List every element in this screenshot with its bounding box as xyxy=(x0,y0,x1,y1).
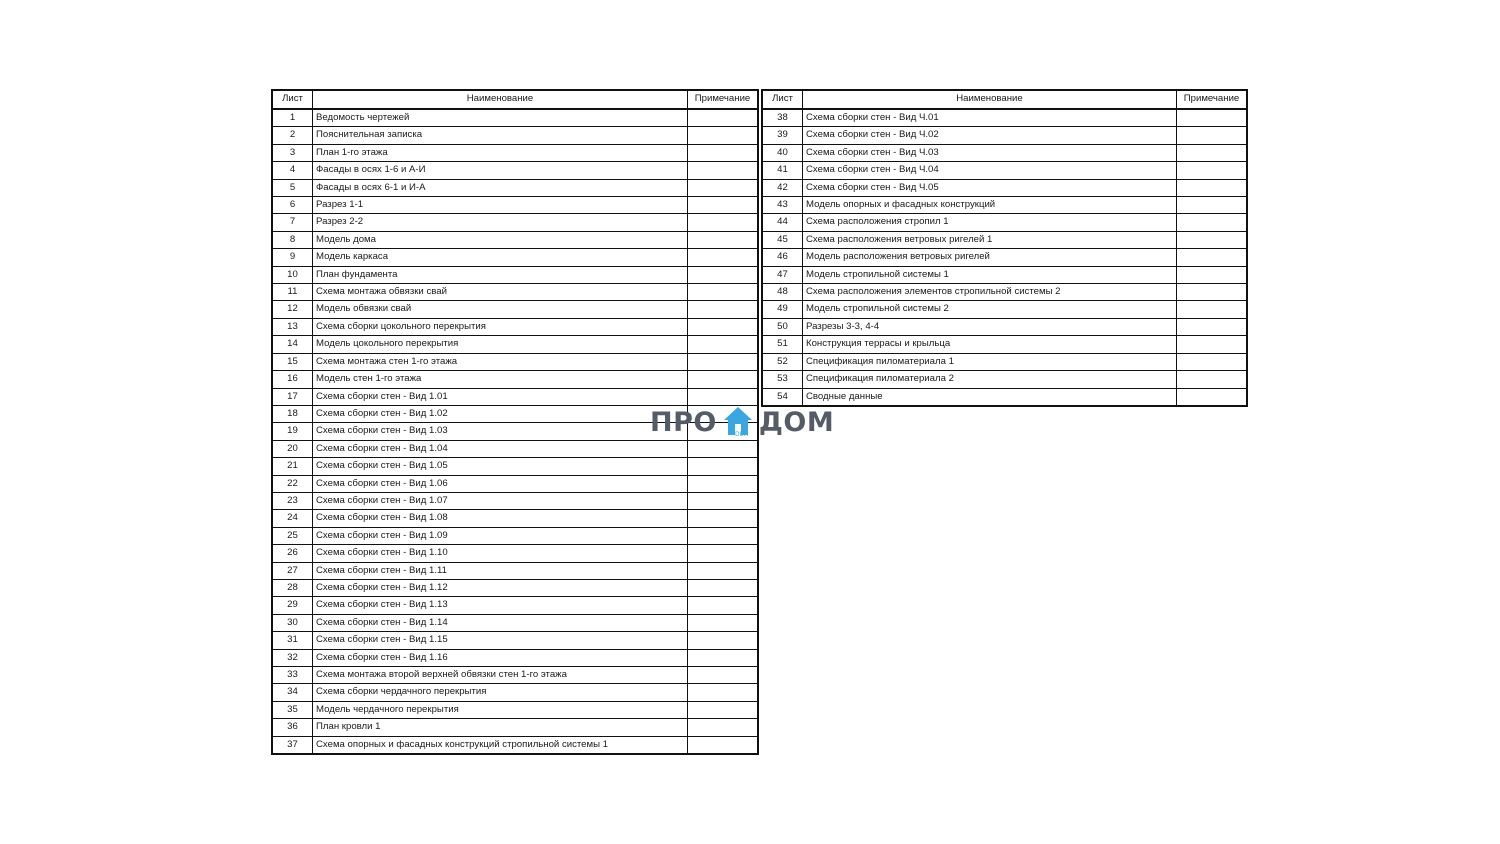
sheet-name: Схема сборки стен - Вид 1.09 xyxy=(313,527,688,544)
sheet-note xyxy=(688,475,758,492)
table-row xyxy=(273,266,758,283)
sheet-name: Схема сборки чердачного перекрытия xyxy=(313,684,688,701)
table-row xyxy=(763,144,1247,161)
header-note: Примечание xyxy=(1177,91,1247,110)
sheet-note xyxy=(688,162,758,179)
table-row xyxy=(763,214,1247,231)
sheet-note xyxy=(688,371,758,388)
sheet-name: Схема монтажа стен 1-го этажа xyxy=(313,353,688,370)
table-row xyxy=(273,458,758,475)
table-row xyxy=(763,179,1247,196)
sheet-name: План 1-го этажа xyxy=(313,144,688,161)
table-row xyxy=(763,231,1247,248)
sheet-number: 18 xyxy=(273,405,313,422)
watermark-logo xyxy=(650,403,850,441)
sheet-name: Схема расположения элементов стропильной системы 2 xyxy=(803,284,1177,301)
sheet-name: Схема сборки стен - Вид 1.01 xyxy=(313,388,688,405)
sheet-number: 23 xyxy=(273,492,313,509)
sheet-number: 35 xyxy=(273,701,313,718)
sheet-note xyxy=(688,597,758,614)
sheet-name: Схема сборки стен - Вид Ч.03 xyxy=(803,144,1177,161)
sheet-note xyxy=(688,144,758,161)
sheet-note xyxy=(688,231,758,248)
sheet-note xyxy=(688,649,758,666)
table-row xyxy=(273,597,758,614)
sheet-note xyxy=(688,701,758,718)
header-name: Наименование xyxy=(803,91,1177,110)
sheet-number: 47 xyxy=(763,266,803,283)
sheet-number: 7 xyxy=(273,214,313,231)
sheet-number: 25 xyxy=(273,527,313,544)
sheet-name: Спецификация пиломатериала 1 xyxy=(803,353,1177,370)
table-row xyxy=(273,492,758,509)
sheet-note xyxy=(688,109,758,127)
sheet-name: Схема сборки стен - Вид Ч.05 xyxy=(803,179,1177,196)
sheet-note xyxy=(1177,388,1247,405)
sheet-note xyxy=(1177,301,1247,318)
drawings-list-right xyxy=(761,89,1248,407)
sheet-name: Схема сборки стен - Вид 1.05 xyxy=(313,458,688,475)
table-row xyxy=(273,284,758,301)
table-row xyxy=(273,336,758,353)
sheet-note xyxy=(1177,127,1247,144)
sheet-note xyxy=(1177,318,1247,335)
sheet-number: 3 xyxy=(273,144,313,161)
table-row xyxy=(763,336,1247,353)
sheet-number: 1 xyxy=(273,109,313,127)
drawings-table-right xyxy=(762,90,1247,406)
header-name: Наименование xyxy=(313,91,688,110)
sheet-name: Схема сборки стен - Вид 1.12 xyxy=(313,579,688,596)
sheet-note xyxy=(1177,179,1247,196)
table-row xyxy=(763,284,1247,301)
sheet-number: 46 xyxy=(763,249,803,266)
sheet-name: Схема сборки стен - Вид 1.16 xyxy=(313,649,688,666)
sheet-name: Схема опорных и фасадных конструкций стропильной системы 1 xyxy=(313,736,688,753)
sheet-name: Схема сборки стен - Вид 1.10 xyxy=(313,545,688,562)
sheet-number: 44 xyxy=(763,214,803,231)
sheet-name: Схема сборки стен - Вид 1.15 xyxy=(313,632,688,649)
sheet-number: 19 xyxy=(273,423,313,440)
sheet-note xyxy=(1177,266,1247,283)
table-row xyxy=(273,562,758,579)
table-row xyxy=(273,649,758,666)
sheet-name: Модель каркаса xyxy=(313,249,688,266)
table-row xyxy=(273,440,758,457)
sheet-number: 6 xyxy=(273,197,313,214)
table-row xyxy=(273,318,758,335)
sheet-number: 45 xyxy=(763,231,803,248)
sheet-note xyxy=(688,736,758,753)
sheet-note xyxy=(1177,336,1247,353)
table-row xyxy=(273,301,758,318)
sheet-note xyxy=(1177,249,1247,266)
sheet-name: Схема сборки цокольного перекрытия xyxy=(313,318,688,335)
sheet-name: Схема расположения стропил 1 xyxy=(803,214,1177,231)
sheet-note xyxy=(688,127,758,144)
table-row xyxy=(273,527,758,544)
sheet-number: 27 xyxy=(273,562,313,579)
sheet-name: Схема сборки стен - Вид 1.03 xyxy=(313,423,688,440)
sheet-name: Схема сборки стен - Вид Ч.04 xyxy=(803,162,1177,179)
sheet-number: 32 xyxy=(273,649,313,666)
sheet-note xyxy=(688,510,758,527)
sheet-name: Схема сборки стен - Вид 1.14 xyxy=(313,614,688,631)
sheet-note xyxy=(688,440,758,457)
sheet-number: 12 xyxy=(273,301,313,318)
sheet-number: 24 xyxy=(273,510,313,527)
sheet-number: 21 xyxy=(273,458,313,475)
sheet-name: Разрез 1-1 xyxy=(313,197,688,214)
sheet-name: Модель стропильной системы 2 xyxy=(803,301,1177,318)
table-row xyxy=(273,545,758,562)
watermark-subtext: DEM xyxy=(735,431,749,438)
sheet-name: Фасады в осях 1-6 и А-И xyxy=(313,162,688,179)
sheet-number: 30 xyxy=(273,614,313,631)
table-row xyxy=(273,667,758,684)
sheet-number: 8 xyxy=(273,231,313,248)
table-row xyxy=(273,109,758,127)
sheet-name: Модель дома xyxy=(313,231,688,248)
table-row xyxy=(273,719,758,736)
sheet-number: 41 xyxy=(763,162,803,179)
sheet-number: 15 xyxy=(273,353,313,370)
table-row xyxy=(273,179,758,196)
header-sheet: Лист xyxy=(273,91,313,110)
sheet-note xyxy=(688,266,758,283)
table-row xyxy=(763,197,1247,214)
table-row xyxy=(273,353,758,370)
table-row xyxy=(763,266,1247,283)
table-row xyxy=(273,231,758,248)
sheet-name: Спецификация пиломатериала 2 xyxy=(803,371,1177,388)
sheet-number: 34 xyxy=(273,684,313,701)
sheet-name: Схема сборки стен - Вид 1.04 xyxy=(313,440,688,457)
sheet-note xyxy=(688,179,758,196)
sheet-name: Схема сборки стен - Вид Ч.02 xyxy=(803,127,1177,144)
sheet-note xyxy=(1177,284,1247,301)
sheet-number: 33 xyxy=(273,667,313,684)
sheet-note xyxy=(688,336,758,353)
sheet-name: План кровли 1 xyxy=(313,719,688,736)
table-row xyxy=(763,353,1247,370)
sheet-note xyxy=(688,527,758,544)
table-row xyxy=(273,632,758,649)
sheet-number: 28 xyxy=(273,579,313,596)
sheet-note xyxy=(688,719,758,736)
sheet-name: Схема сборки стен - Вид 1.06 xyxy=(313,475,688,492)
sheet-note xyxy=(688,353,758,370)
sheet-name: Модель обвязки свай xyxy=(313,301,688,318)
sheet-name: Схема сборки стен - Вид 1.02 xyxy=(313,405,688,422)
table-row xyxy=(763,127,1247,144)
sheet-note xyxy=(688,545,758,562)
sheet-name: Модель стен 1-го этажа xyxy=(313,371,688,388)
table-row xyxy=(273,214,758,231)
sheet-number: 29 xyxy=(273,597,313,614)
table-row xyxy=(273,197,758,214)
sheet-note xyxy=(1177,214,1247,231)
sheet-name: Схема монтажа второй верхней обвязки стен 1-го этажа xyxy=(313,667,688,684)
sheet-number: 39 xyxy=(763,127,803,144)
sheet-number: 16 xyxy=(273,371,313,388)
table-body-right xyxy=(763,109,1247,405)
table-row xyxy=(273,127,758,144)
sheet-name: Схема сборки стен - Вид 1.08 xyxy=(313,510,688,527)
table-row xyxy=(763,162,1247,179)
table-row xyxy=(273,510,758,527)
sheet-name: План фундамента xyxy=(313,266,688,283)
sheet-number: 49 xyxy=(763,301,803,318)
sheet-number: 20 xyxy=(273,440,313,457)
sheet-number: 5 xyxy=(273,179,313,196)
sheet-number: 38 xyxy=(763,109,803,127)
sheet-note xyxy=(1177,231,1247,248)
sheet-number: 2 xyxy=(273,127,313,144)
sheet-number: 54 xyxy=(763,388,803,405)
sheet-name: Разрез 2-2 xyxy=(313,214,688,231)
watermark-text-right: ДОМ xyxy=(758,406,835,438)
table-row xyxy=(273,371,758,388)
sheet-number: 48 xyxy=(763,284,803,301)
table-row xyxy=(273,249,758,266)
table-header-row xyxy=(763,91,1247,110)
sheet-number: 11 xyxy=(273,284,313,301)
table-row xyxy=(763,301,1247,318)
sheet-name: Сводные данные xyxy=(803,388,1177,405)
table-row xyxy=(273,162,758,179)
sheet-number: 50 xyxy=(763,318,803,335)
sheet-note xyxy=(1177,197,1247,214)
table-row xyxy=(763,109,1247,127)
sheet-name: Модель опорных и фасадных конструкций xyxy=(803,197,1177,214)
sheet-name: Схема сборки стен - Вид Ч.01 xyxy=(803,109,1177,127)
sheet-name: Конструкция террасы и крыльца xyxy=(803,336,1177,353)
table-row xyxy=(763,318,1247,335)
sheet-note xyxy=(1177,109,1247,127)
sheet-number: 17 xyxy=(273,388,313,405)
table-row xyxy=(273,475,758,492)
sheet-name: Модель цокольного перекрытия xyxy=(313,336,688,353)
sheet-note xyxy=(688,684,758,701)
sheet-number: 53 xyxy=(763,371,803,388)
sheet-note xyxy=(688,318,758,335)
sheet-number: 4 xyxy=(273,162,313,179)
table-row xyxy=(763,371,1247,388)
sheet-number: 52 xyxy=(763,353,803,370)
sheet-note xyxy=(688,667,758,684)
sheet-note xyxy=(688,249,758,266)
sheet-name: Модель расположения ветровых ригелей xyxy=(803,249,1177,266)
sheet-name: Разрезы 3-3, 4-4 xyxy=(803,318,1177,335)
sheet-note xyxy=(1177,371,1247,388)
sheet-number: 10 xyxy=(273,266,313,283)
sheet-name: Схема монтажа обвязки свай xyxy=(313,284,688,301)
sheet-name: Пояснительная записка xyxy=(313,127,688,144)
sheet-note xyxy=(688,562,758,579)
sheet-name: Модель чердачного перекрытия xyxy=(313,701,688,718)
sheet-number: 36 xyxy=(273,719,313,736)
sheet-name: Схема сборки стен - Вид 1.11 xyxy=(313,562,688,579)
table-row xyxy=(273,701,758,718)
table-row xyxy=(273,144,758,161)
sheet-number: 37 xyxy=(273,736,313,753)
table-row xyxy=(273,684,758,701)
sheet-name: Фасады в осях 6-1 и И-А xyxy=(313,179,688,196)
sheet-number: 14 xyxy=(273,336,313,353)
sheet-number: 43 xyxy=(763,197,803,214)
table-header-row xyxy=(273,91,758,110)
sheet-name: Ведомость чертежей xyxy=(313,109,688,127)
sheet-number: 22 xyxy=(273,475,313,492)
sheet-note xyxy=(688,214,758,231)
sheet-note xyxy=(688,632,758,649)
sheet-number: 42 xyxy=(763,179,803,196)
sheet-name: Схема расположения ветровых ригелей 1 xyxy=(803,231,1177,248)
sheet-note xyxy=(688,579,758,596)
sheet-note xyxy=(688,197,758,214)
sheet-note xyxy=(1177,353,1247,370)
table-row xyxy=(273,736,758,753)
table-row xyxy=(273,614,758,631)
watermark-text-left: ПРО xyxy=(650,406,717,438)
header-note: Примечание xyxy=(688,91,758,110)
sheet-number: 26 xyxy=(273,545,313,562)
sheet-note xyxy=(688,284,758,301)
table-row xyxy=(273,579,758,596)
sheet-number: 51 xyxy=(763,336,803,353)
table-row xyxy=(763,249,1247,266)
sheet-note xyxy=(688,301,758,318)
sheet-number: 9 xyxy=(273,249,313,266)
sheet-number: 31 xyxy=(273,632,313,649)
sheet-note xyxy=(1177,144,1247,161)
sheet-name: Схема сборки стен - Вид 1.13 xyxy=(313,597,688,614)
sheet-note xyxy=(688,492,758,509)
sheet-number: 13 xyxy=(273,318,313,335)
sheet-name: Модель стропильной системы 1 xyxy=(803,266,1177,283)
sheet-note xyxy=(688,614,758,631)
sheet-number: 40 xyxy=(763,144,803,161)
sheet-note xyxy=(1177,162,1247,179)
sheet-note xyxy=(688,458,758,475)
header-sheet: Лист xyxy=(763,91,803,110)
sheet-name: Схема сборки стен - Вид 1.07 xyxy=(313,492,688,509)
